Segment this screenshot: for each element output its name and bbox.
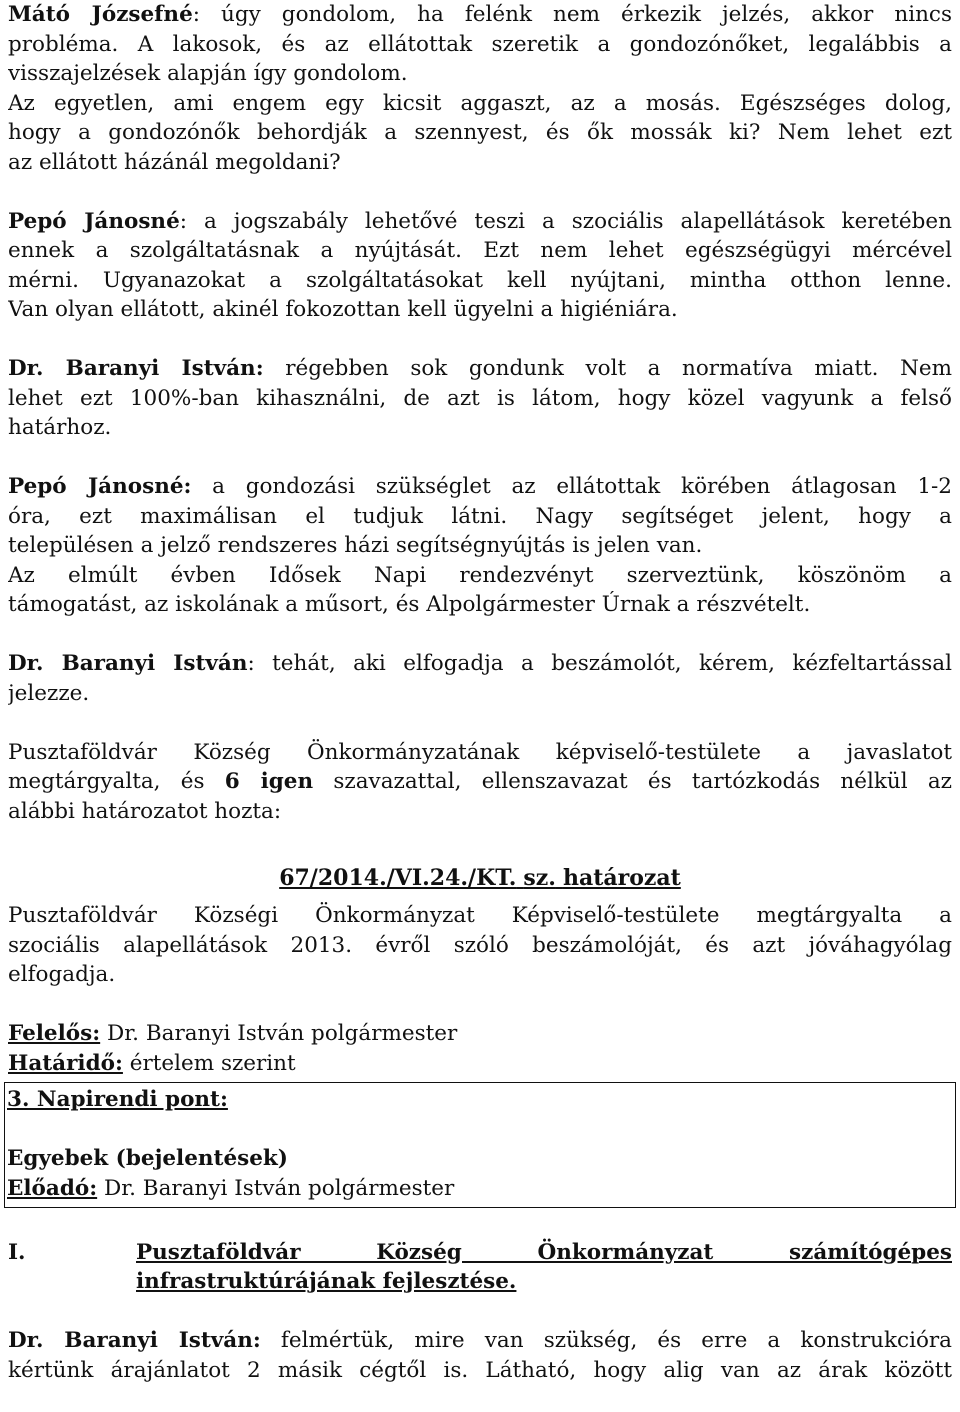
text-line: ennek a szolgáltatásnak a nyújtását. Ezt nem lehet egészségügyi mércével (8, 238, 952, 263)
paragraph-mato (8, 0, 952, 177)
item-number: I. (8, 1239, 26, 1265)
speaker-name: Dr. Baranyi István (8, 651, 248, 676)
paragraph-pepo-2 (8, 472, 952, 620)
speaker-name: Dr. Baranyi István: (8, 1328, 261, 1353)
text-line: településen a jelző rendszeres házi segítségnyújtás is jelen van. (8, 533, 703, 558)
paragraph-vote (8, 738, 952, 827)
responsible-line (8, 1019, 952, 1049)
resolution-title (8, 864, 952, 894)
text-line: támogatást, az iskolának a műsort, és Alpolgármester Úrnak a részvételt. (8, 592, 811, 617)
text-span: : a jogszabály lehetővé teszi a szociális alapellátások keretében (179, 208, 952, 234)
item-heading (8, 1238, 952, 1297)
text-line: Pusztaföldvár Község Önkormányzatának képviselő-testülete a javaslatot (8, 739, 952, 765)
text-line: határhoz. (8, 415, 112, 440)
text-line: Van olyan ellátott, akinél fokozottan kell ügyelni a higiéniára. (8, 297, 678, 322)
text-line: mérni. Ugyanazokat a szolgáltatásokat kell nyújtani, mintha otthon lenne. (8, 267, 952, 293)
text-line: Pusztaföldvár Községi Önkormányzat Képviselő-testülete megtárgyalta a (8, 903, 952, 928)
text-line: az ellátott házánál megoldani? (8, 149, 341, 175)
text-span: : úgy gondolom, ha felénk nem érkezik jelzés, akkor nincs (192, 2, 952, 27)
text-line: infrastruktúrájának fejlesztése. (136, 1269, 517, 1294)
text-span: a gondozási szükséglet az ellátottak körében átlagosan 1-2 (191, 474, 952, 499)
text-line: szociális alapellátások 2013. évről szóló beszámolóját, és azt jóváhagyólag (8, 932, 952, 958)
paragraph-pepo-1 (8, 207, 952, 325)
text-line: óra, ezt maximálisan el tudjuk látni. Nagy segítséget jelent, hogy a (8, 503, 952, 529)
speaker-name: Pepó Jánosné (8, 208, 180, 234)
field-label: Felelős: (8, 1021, 101, 1046)
agenda-title: Egyebek (bejelentések) (7, 1146, 288, 1171)
text-line: elfogadja. (8, 962, 116, 987)
text-line: Az egyetlen, ami engem egy kicsit aggaszt, az a mosás. Egészséges dolog, (8, 90, 952, 116)
paragraph-baranyi-3 (8, 1326, 952, 1385)
text-span: felmértük, mire van szükség, és erre a konstrukcióra (260, 1328, 952, 1353)
paragraph-baranyi-2 (8, 649, 952, 708)
speaker-name: Mátó Józsefné (8, 2, 193, 27)
resolution-number: 67/2014./VI.24./KT. (279, 864, 517, 891)
text-line: visszajelzések alapján így gondolom. (8, 61, 408, 86)
field-value: Dr. Baranyi István polgármester (97, 1175, 455, 1201)
text-line: alábbi határozatot hozta: (8, 798, 282, 824)
text-line (8, 649, 952, 679)
field-label: Határidő: (8, 1050, 123, 1076)
field-value: értelem szerint (122, 1050, 296, 1076)
text-line: Pusztaföldvár Község Önkormányzat számítógépes (136, 1239, 952, 1265)
agenda-box (4, 1082, 956, 1208)
text-line: hogy a gondozónők behordják a szennyest, és ők mossák ki? Nem lehet ezt (8, 120, 952, 145)
speaker-name: Pepó Jánosné: (8, 474, 192, 499)
text-line (8, 354, 952, 384)
presenter-line (7, 1174, 953, 1204)
text-line (8, 472, 952, 502)
text-line (8, 0, 952, 30)
field-value: Dr. Baranyi István polgármester (100, 1021, 458, 1046)
text-span: sz. (523, 864, 556, 891)
paragraph-baranyi-1 (8, 354, 952, 443)
agenda-point: 3. Napirendi pont: (7, 1087, 228, 1112)
field-label: Előadó: (7, 1175, 98, 1201)
deadline-line (8, 1049, 952, 1079)
text-span (556, 866, 563, 891)
text-line: lehet ezt 100%-ban kihasználni, de azt is látom, hogy közel vagyunk a felső (8, 385, 952, 411)
paragraph-resolution-body (8, 901, 952, 990)
speaker-name: Dr. Baranyi István: (8, 356, 264, 381)
text-span: határozat (562, 864, 681, 891)
text-span: megtárgyalta, és (8, 769, 225, 794)
text-line (8, 1326, 952, 1356)
text-line (8, 767, 952, 797)
text-span: szavazattal, ellenszavazat és tartózkodás nélkül az (313, 769, 952, 794)
text-span: régebben sok gondunk volt a normatíva miatt. Nem (263, 356, 952, 381)
text-line: jelezze. (8, 680, 90, 706)
text-span: : tehát, aki elfogadja a beszámolót, kérem, kézfeltartással (247, 651, 952, 676)
text-line: probléma. A lakosok, és az ellátottak szeretik a gondozónőket, legalábbis a (8, 31, 952, 57)
text-line: kértünk árajánlatot 2 másik cégtől is. Látható, hogy alig van az árak között (8, 1357, 952, 1383)
text-line (8, 207, 952, 237)
text-line: Az elmúlt évben Idősek Napi rendezvényt szerveztünk, köszönöm a (8, 562, 952, 588)
vote-count: 6 igen (224, 769, 314, 794)
